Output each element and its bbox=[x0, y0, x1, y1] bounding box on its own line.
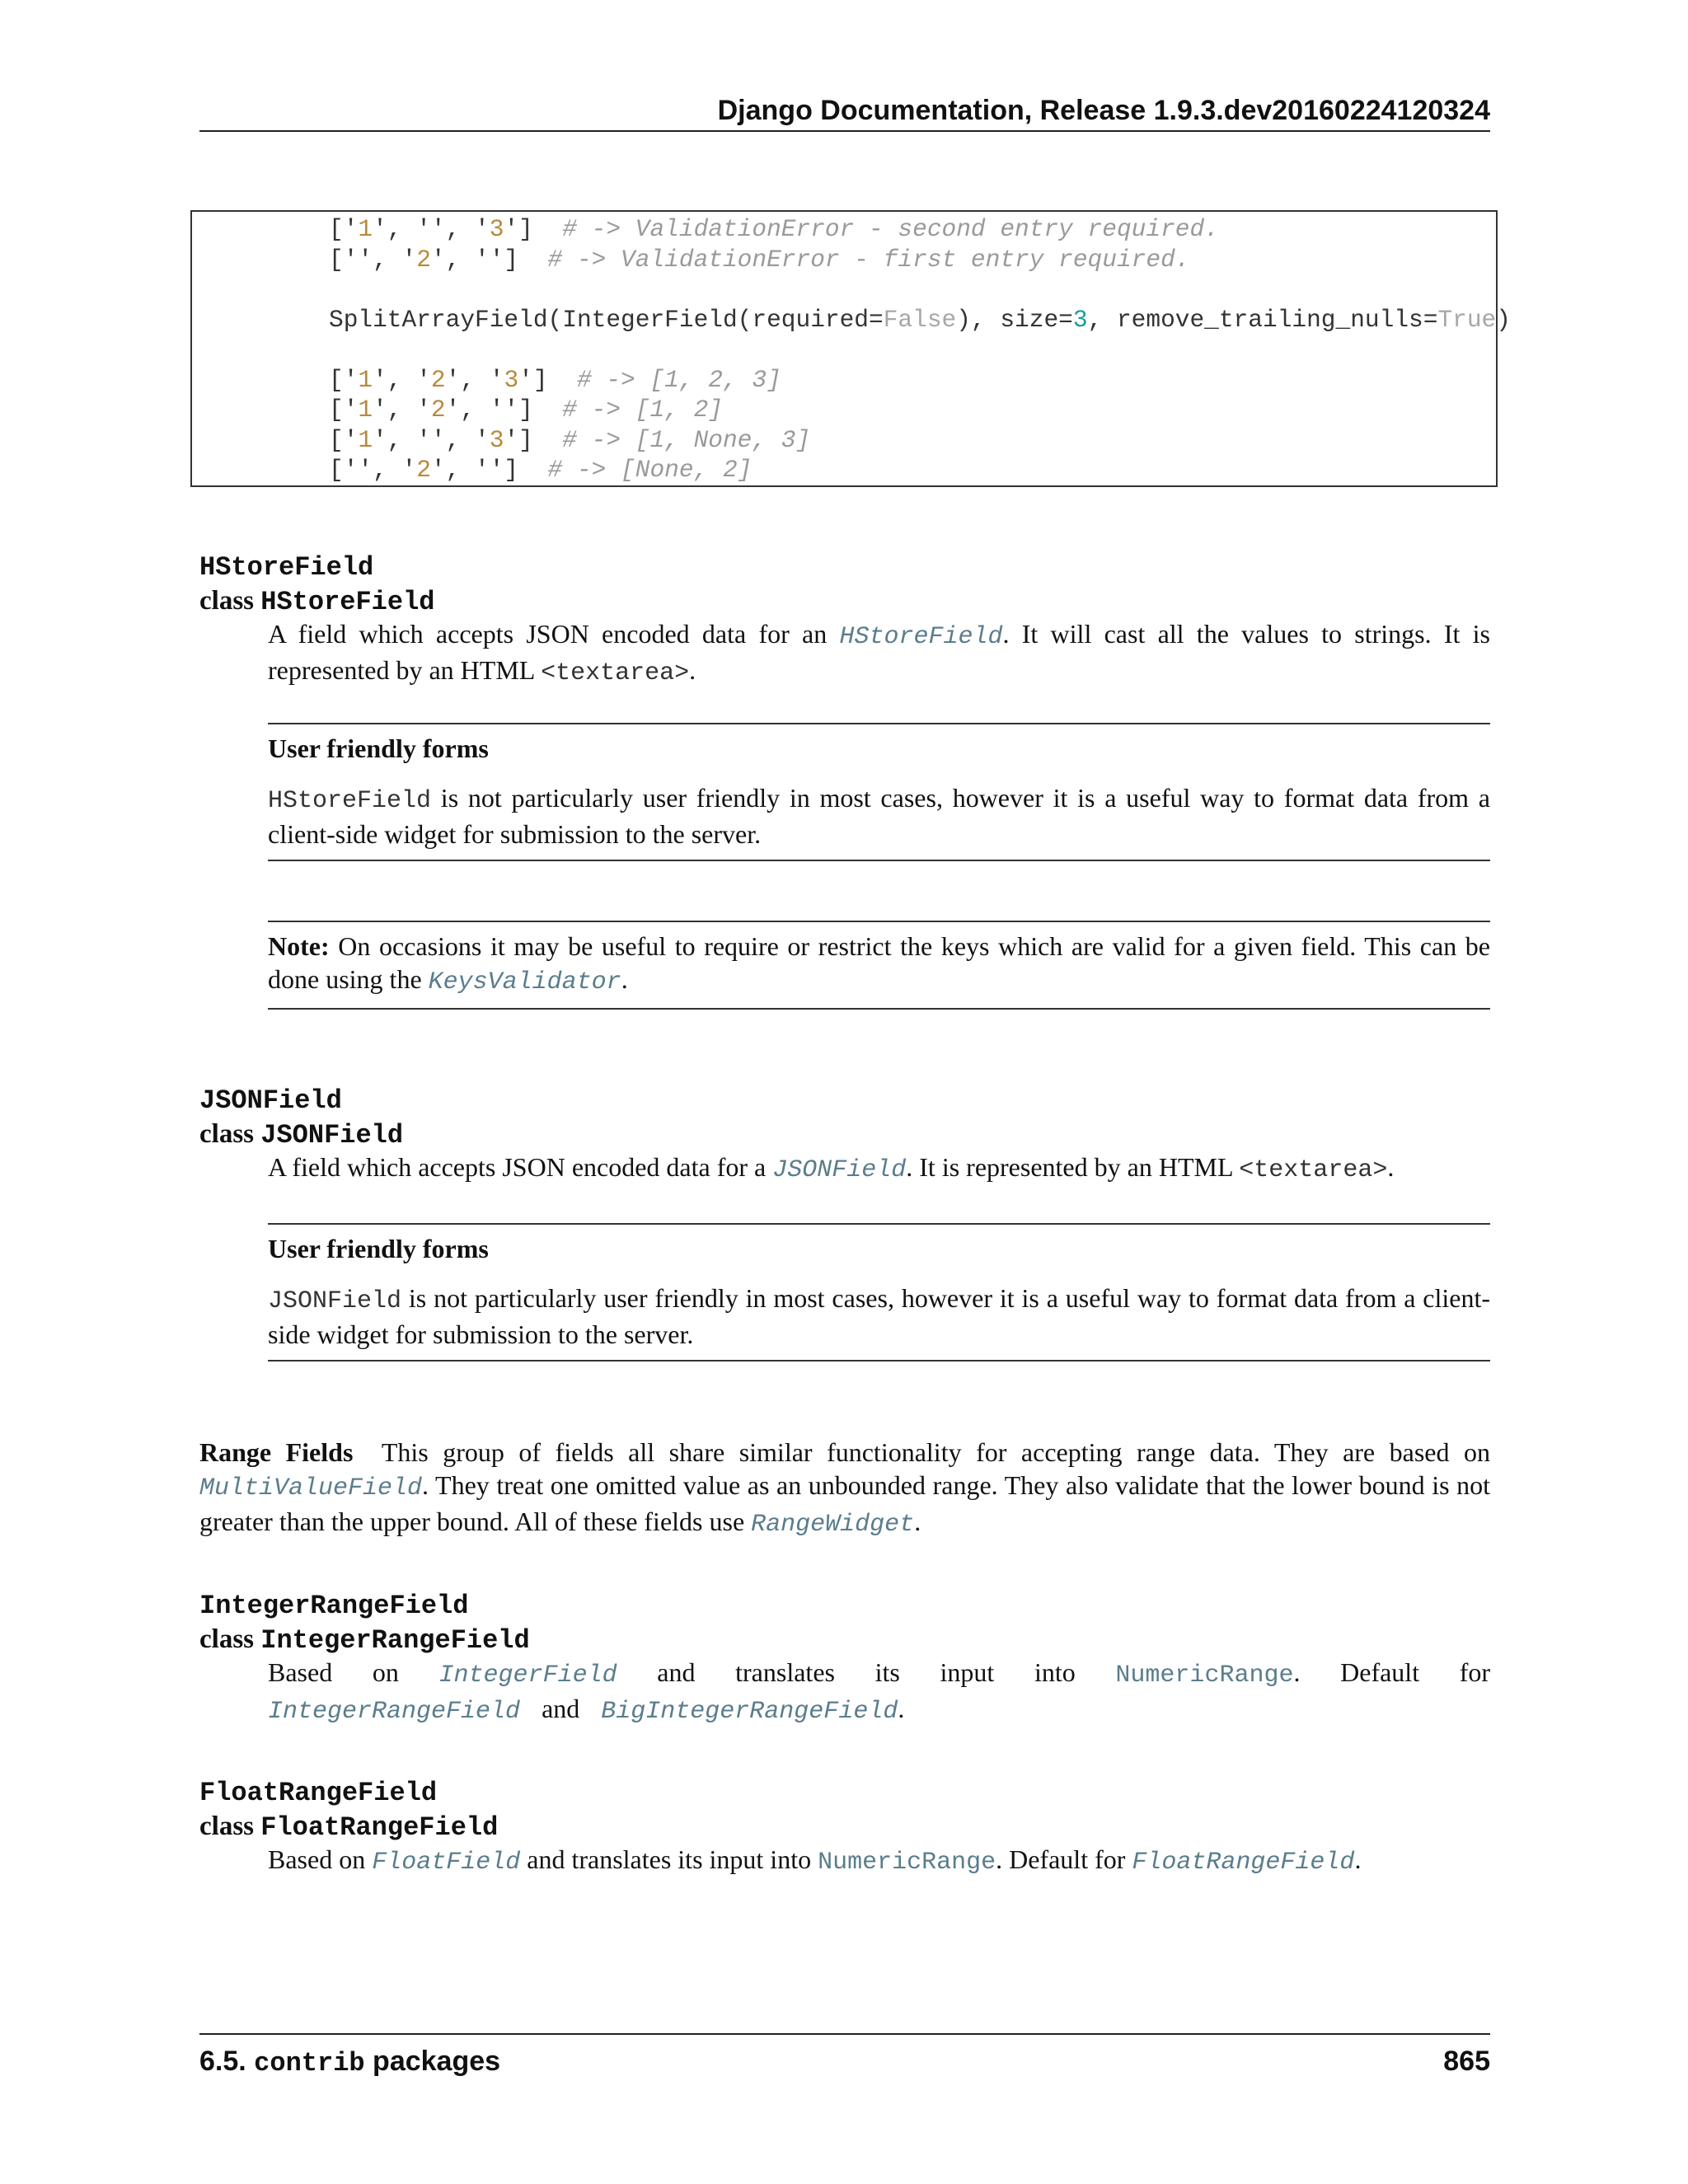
integer-field-link[interactable]: IntegerField bbox=[438, 1661, 617, 1690]
range-fields-intro: Range Fields This group of fields all share similar functionality for accepting range data. They are based on MultiValueField. They treat one omitted value as an unbounded range. They also validate that the lower bound is not greater than the upper bound. All of these fields use RangeWidget. bbox=[199, 1437, 1491, 1539]
hstore-field-link[interactable]: HStoreField bbox=[839, 623, 1003, 651]
hstore-note-box bbox=[268, 921, 1490, 1010]
big-integer-range-field-link[interactable]: BigIntegerRangeField bbox=[601, 1698, 898, 1726]
float-range-field-signature bbox=[199, 1810, 498, 1844]
admonition-body: HStoreField is not particularly user friendly in most cases, however it is a useful way to format data from a client-side widget for submission to the server. bbox=[268, 783, 1491, 849]
code-line-2: ['', '2', ''] # -> ValidationError - first entry required. bbox=[329, 245, 1190, 274]
footer-section: 6.5. contrib packages bbox=[199, 2046, 501, 2079]
json-field-heading: JSONField bbox=[199, 1085, 342, 1116]
range-fields-title: Range Fields bbox=[199, 1437, 354, 1467]
numeric-range-ref: NumericRange bbox=[1115, 1661, 1294, 1690]
admonition-body: JSONField is not particularly user friendly in most cases, however it is a useful way to format data from a client-side widget for submission to the server. bbox=[268, 1283, 1491, 1349]
integer-range-description: Based on IntegerField and translates its input into NumericRange. Default for IntegerRangeField and BigIntegerRangeField. bbox=[268, 1657, 1491, 1726]
class-name: FloatRangeField bbox=[260, 1812, 499, 1843]
json-field-link[interactable]: JSONField bbox=[772, 1156, 907, 1184]
code-line-6: ['1', '', '3'] # -> [1, None, 3] bbox=[329, 425, 811, 454]
page-number: 865 bbox=[1443, 2046, 1490, 2077]
running-header bbox=[199, 92, 1490, 132]
code-line-5: ['1', '2', ''] # -> [1, 2] bbox=[329, 396, 723, 424]
code-listing bbox=[329, 214, 1511, 485]
class-name: HStoreField bbox=[260, 587, 435, 617]
class-keyword: class bbox=[199, 586, 254, 616]
json-field-signature bbox=[199, 1118, 403, 1152]
hstore-user-friendly-forms-box bbox=[268, 723, 1490, 861]
integer-range-field-heading: IntegerRangeField bbox=[199, 1591, 469, 1621]
json-user-friendly-forms-box bbox=[268, 1223, 1490, 1361]
integer-range-field-link[interactable]: IntegerRangeField bbox=[268, 1698, 521, 1726]
code-line-1: ['1', '', '3'] # -> ValidationError - second entry required. bbox=[329, 215, 1219, 243]
hstore-field-signature bbox=[199, 584, 434, 619]
hstore-field-heading: HStoreField bbox=[199, 552, 374, 583]
keys-validator-link[interactable]: KeysValidator bbox=[428, 968, 621, 996]
class-name: JSONField bbox=[260, 1120, 404, 1151]
json-description: A field which accepts JSON encoded data for a JSONField. It is represented by an HTML <textarea>. bbox=[268, 1152, 1395, 1184]
class-name: IntegerRangeField bbox=[260, 1625, 530, 1656]
code-line-4: ['1', '2', '3'] # -> [1, 2, 3] bbox=[329, 365, 781, 394]
range-widget-link[interactable]: RangeWidget bbox=[751, 1511, 915, 1539]
note-label: Note: bbox=[268, 931, 330, 961]
float-range-field-heading: FloatRangeField bbox=[199, 1778, 438, 1808]
code-line-7: ['', '2', ''] # -> [None, 2] bbox=[329, 456, 753, 484]
integer-range-field-signature bbox=[199, 1623, 530, 1657]
code-line-3: SplitArrayField(IntegerField(required=False), size=3, remove_trailing_nulls=True) bbox=[329, 305, 1511, 334]
code-block bbox=[190, 210, 1511, 487]
admonition-title: User friendly forms bbox=[268, 1234, 489, 1263]
multi-value-field-link[interactable]: MultiValueField bbox=[199, 1474, 423, 1502]
class-keyword: class bbox=[199, 1624, 254, 1654]
page-footer bbox=[199, 2033, 1490, 2082]
note-body: Note: On occasions it may be useful to require or restrict the keys which are valid for a given field. This can be done using the KeysValidator. bbox=[268, 931, 1490, 996]
class-keyword: class bbox=[199, 1811, 254, 1841]
numeric-range-ref: NumericRange bbox=[818, 1849, 996, 1877]
hstore-description: A field which accepts JSON encoded data for an HStoreField. It will cast all the values to strings. It is represented by an HTML <textarea>. bbox=[268, 619, 1491, 687]
float-range-description: Based on FloatField and translates its input into NumericRange. Default for FloatRangeField. bbox=[268, 1844, 1362, 1877]
class-keyword: class bbox=[199, 1119, 254, 1149]
document-title: Django Documentation, Release 1.9.3.dev20160224120324 bbox=[717, 95, 1490, 126]
float-range-field-link[interactable]: FloatRangeField bbox=[1132, 1849, 1355, 1877]
admonition-title: User friendly forms bbox=[268, 733, 489, 763]
float-field-link[interactable]: FloatField bbox=[372, 1849, 521, 1877]
